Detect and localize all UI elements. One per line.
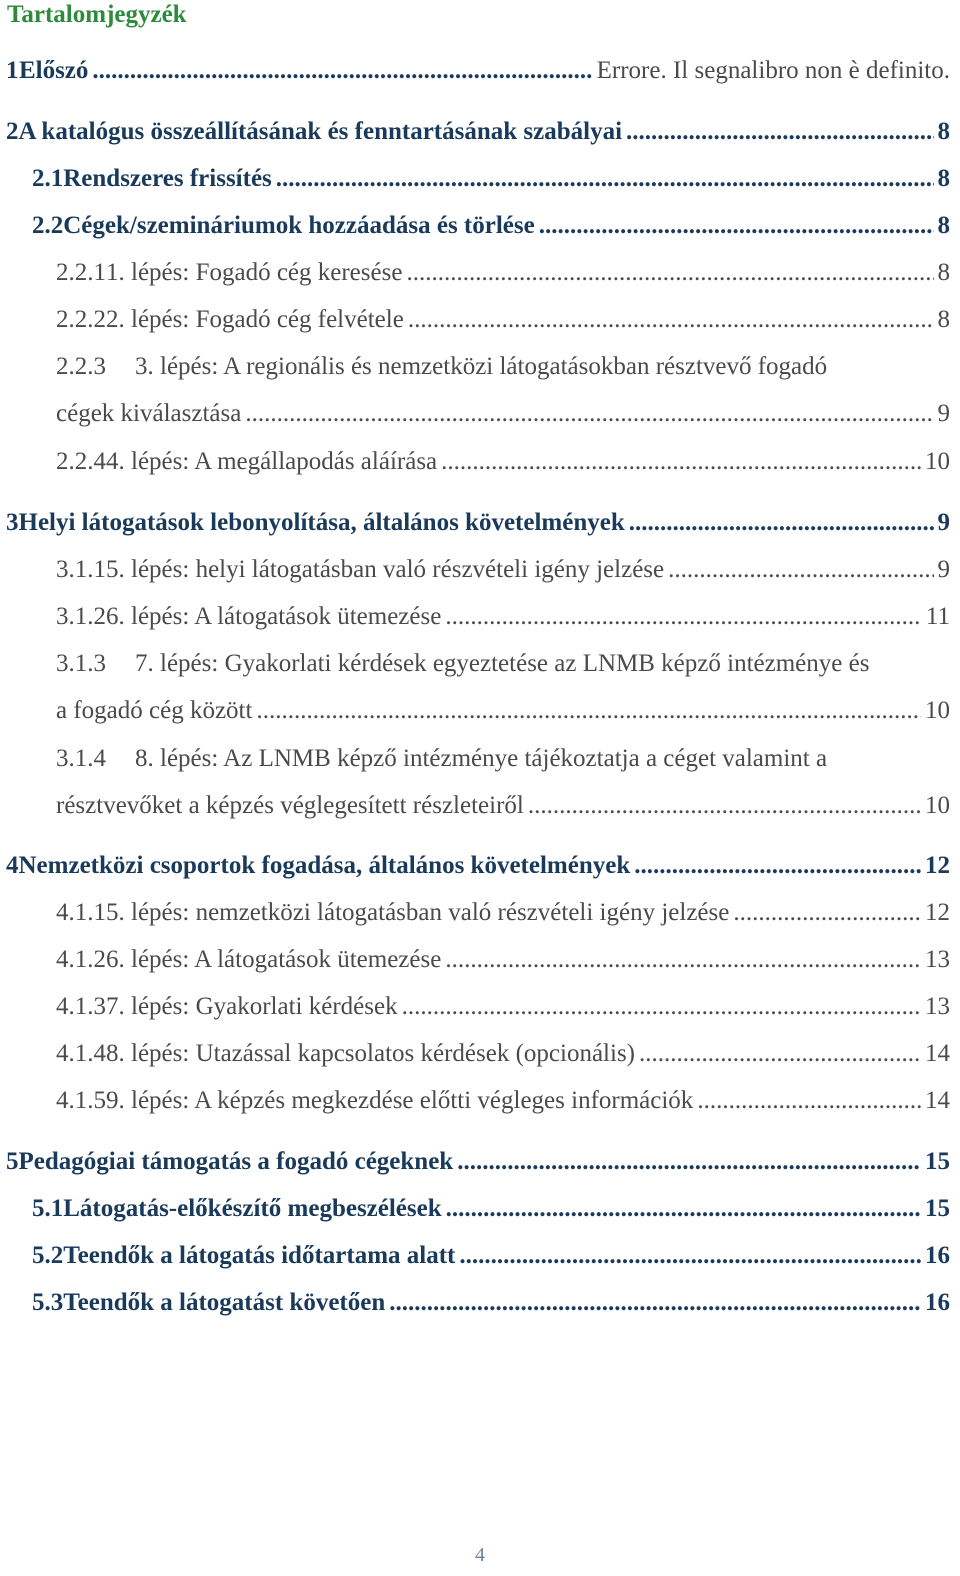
toc-entry-title: a fogadó cég között bbox=[56, 697, 253, 724]
toc-entry-number: 5.2 bbox=[32, 1242, 64, 1269]
toc-entry-number: 3.1.2 bbox=[56, 603, 106, 630]
toc-entry-number: 2.2.1 bbox=[56, 259, 106, 286]
page-number: 4 bbox=[475, 1544, 485, 1566]
toc-entry-number: 3.1.1 bbox=[56, 556, 106, 583]
toc-leader-dots bbox=[445, 603, 922, 631]
toc-leader-dots bbox=[539, 212, 934, 240]
toc-entry-number: 3.1.4 bbox=[56, 745, 106, 772]
toc-leader-dots bbox=[446, 1195, 921, 1223]
toc-entry-number: 4.1.4 bbox=[56, 1040, 106, 1067]
toc-leader-dots bbox=[457, 1148, 921, 1176]
toc-entry-number: 3.1.3 bbox=[56, 650, 106, 677]
toc-entry-title: 3. lépés: A regionális és nemzetközi látogatásokban résztvevő fogadó bbox=[135, 353, 828, 380]
toc-leader-dots bbox=[528, 792, 921, 820]
toc-leader-dots bbox=[92, 57, 592, 85]
toc-entry[interactable] bbox=[56, 648, 869, 678]
toc-entry-number: 2 bbox=[6, 118, 19, 145]
toc-entry-title: cégek kiválasztása bbox=[56, 400, 242, 427]
toc-leader-dots bbox=[459, 1242, 921, 1270]
toc-entry-number: 2.2.4 bbox=[56, 448, 106, 475]
toc-entry[interactable] bbox=[6, 55, 950, 85]
toc-entry[interactable] bbox=[32, 1193, 950, 1223]
toc-entry-number: 5.3 bbox=[32, 1289, 64, 1316]
toc-entry-number: 3 bbox=[6, 509, 19, 536]
toc-leader-dots bbox=[697, 1087, 921, 1115]
toc-entry-number: 2.2.2 bbox=[56, 306, 106, 333]
toc-entry-page: 8 bbox=[937, 306, 950, 333]
toc-entry-title: 6. lépés: A látogatások ütemezése bbox=[106, 603, 442, 630]
toc-leader-dots bbox=[639, 1040, 921, 1068]
toc-entry-number: 4 bbox=[6, 852, 19, 879]
toc-entry-page: 10 bbox=[925, 448, 950, 475]
toc-entry-title: Előszó bbox=[18, 57, 89, 84]
toc-entry-number: 4.1.5 bbox=[56, 1087, 106, 1114]
toc-leader-dots bbox=[256, 697, 921, 725]
toc-entry-title: 4. lépés: A megállapodás aláírása bbox=[106, 448, 438, 475]
toc-leader-dots bbox=[406, 259, 933, 287]
toc-entry-number: 4.1.1 bbox=[56, 899, 106, 926]
toc-entry[interactable] bbox=[6, 116, 950, 146]
toc-entry-title: 5. lépés: nemzetközi látogatásban való részvételi igény jelzése bbox=[106, 899, 730, 926]
toc-entry-title: 8. lépés: Az LNMB képző intézménye tájékoztatja a céget valamint a bbox=[135, 745, 828, 772]
toc-entry[interactable] bbox=[56, 446, 950, 476]
toc-entry[interactable] bbox=[56, 897, 950, 927]
toc-entry[interactable] bbox=[56, 554, 950, 584]
toc-entry-title: résztvevőket a képzés véglegesített részleteiről bbox=[56, 792, 524, 819]
toc-entry[interactable] bbox=[56, 743, 827, 773]
toc-entry-page: 9 bbox=[937, 556, 950, 583]
toc-entry-title: Helyi látogatások lebonyolítása, általános követelmények bbox=[18, 509, 625, 536]
toc-entry-page: 15 bbox=[925, 1195, 950, 1222]
toc-entry-page: 14 bbox=[925, 1087, 950, 1114]
toc-entry-page: 10 bbox=[925, 697, 950, 724]
toc-entry[interactable] bbox=[56, 944, 950, 974]
toc-entry-title: Teendők a látogatást követően bbox=[63, 1289, 386, 1316]
toc-entry-title: Cégek/szemináriumok hozzáadása és törlése bbox=[63, 212, 535, 239]
toc-entry[interactable] bbox=[56, 304, 950, 334]
toc-leader-dots bbox=[441, 448, 921, 476]
toc-entry-title: 8. lépés: Utazással kapcsolatos kérdések (opcionális) bbox=[106, 1040, 635, 1067]
toc-entry-page: 16 bbox=[925, 1242, 950, 1269]
toc-entry[interactable] bbox=[32, 163, 950, 193]
toc-entry-page: 10 bbox=[925, 792, 950, 819]
toc-entry-number: 2.2.3 bbox=[56, 353, 106, 380]
toc-entry-page: 9 bbox=[937, 400, 950, 427]
toc-entry-page: 13 bbox=[925, 946, 950, 973]
toc-entry-number: 5.1 bbox=[32, 1195, 64, 1222]
toc-entry-title: 6. lépés: A látogatások ütemezése bbox=[106, 946, 442, 973]
toc-leader-dots bbox=[276, 165, 934, 193]
toc-entry[interactable] bbox=[56, 351, 827, 381]
toc-entry[interactable] bbox=[6, 850, 950, 880]
toc-entry-page: 11 bbox=[925, 603, 950, 630]
toc-entry-page: 14 bbox=[925, 1040, 950, 1067]
toc-entry[interactable] bbox=[56, 1038, 950, 1068]
toc-entry[interactable] bbox=[56, 1085, 950, 1115]
toc-leader-dots bbox=[408, 306, 934, 334]
toc-entry-page: 8 bbox=[937, 118, 950, 145]
toc-leader-dots bbox=[668, 556, 933, 584]
toc-entry-page: 8 bbox=[937, 165, 950, 192]
toc-entry-title: Nemzetközi csoportok fogadása, általános követelmények bbox=[18, 852, 631, 879]
toc-entry-number: 2.2 bbox=[32, 212, 64, 239]
toc-entry-title: 9. lépés: A képzés megkezdése előtti végleges információk bbox=[106, 1087, 694, 1114]
toc-entry[interactable] bbox=[56, 601, 950, 631]
toc-entry[interactable] bbox=[56, 695, 950, 725]
toc-entry[interactable] bbox=[56, 398, 950, 428]
toc-entry-title: Rendszeres frissítés bbox=[63, 165, 272, 192]
toc-entry-page: 15 bbox=[925, 1148, 950, 1175]
toc-entry-title: 7. lépés: Gyakorlati kérdések egyeztetése az LNMB képző intézménye és bbox=[135, 650, 870, 677]
toc-entry-title: 1. lépés: Fogadó cég keresése bbox=[106, 259, 403, 286]
toc-entry[interactable] bbox=[56, 257, 950, 287]
toc-entry-title: Pedagógiai támogatás a fogadó cégeknek bbox=[18, 1148, 454, 1175]
toc-entry-page: 8 bbox=[937, 259, 950, 286]
toc-entry-number: 4.1.2 bbox=[56, 946, 106, 973]
toc-entry-page: 13 bbox=[925, 993, 950, 1020]
toc-entry-number: 1 bbox=[6, 57, 19, 84]
toc-entry-page: 16 bbox=[925, 1289, 950, 1316]
toc-title: Tartalomjegyzék bbox=[7, 1, 187, 28]
toc-entry[interactable] bbox=[6, 507, 950, 537]
toc-entry-page: 12 bbox=[925, 899, 950, 926]
toc-leader-dots bbox=[445, 946, 921, 974]
toc-entry[interactable] bbox=[56, 790, 950, 820]
toc-entry-number: 2.1 bbox=[32, 165, 64, 192]
toc-leader-dots bbox=[245, 400, 933, 428]
toc-leader-dots bbox=[634, 852, 921, 880]
toc-entry-title: 2. lépés: Fogadó cég felvétele bbox=[106, 306, 404, 333]
toc-entry-title: Látogatás-előkészítő megbeszélések bbox=[63, 1195, 442, 1222]
toc-entry-page: 12 bbox=[925, 852, 950, 879]
toc-entry-page: Errore. Il segnalibro non è definito. bbox=[596, 57, 950, 84]
toc-entry-title: 7. lépés: Gyakorlati kérdések bbox=[106, 993, 398, 1020]
toc-entry[interactable] bbox=[32, 1240, 950, 1270]
toc-entry-page: 9 bbox=[937, 509, 950, 536]
toc-entry[interactable] bbox=[32, 210, 950, 240]
toc-entry-number: 4.1.3 bbox=[56, 993, 106, 1020]
toc-leader-dots bbox=[626, 118, 933, 146]
toc-leader-dots bbox=[389, 1289, 921, 1317]
toc-entry-number: 5 bbox=[6, 1148, 19, 1175]
toc-entry[interactable] bbox=[32, 1287, 950, 1317]
toc-entry[interactable] bbox=[56, 991, 950, 1021]
toc-leader-dots bbox=[629, 509, 934, 537]
toc-entry-title: Teendők a látogatás időtartama alatt bbox=[63, 1242, 456, 1269]
toc-entry[interactable] bbox=[6, 1146, 950, 1176]
toc-entry-page: 8 bbox=[937, 212, 950, 239]
toc-leader-dots bbox=[733, 899, 921, 927]
toc-entry-title: 5. lépés: helyi látogatásban való részvételi igény jelzése bbox=[106, 556, 665, 583]
toc-entry-title: A katalógus összeállításának és fenntartásának szabályai bbox=[18, 118, 623, 145]
toc-leader-dots bbox=[402, 993, 921, 1021]
